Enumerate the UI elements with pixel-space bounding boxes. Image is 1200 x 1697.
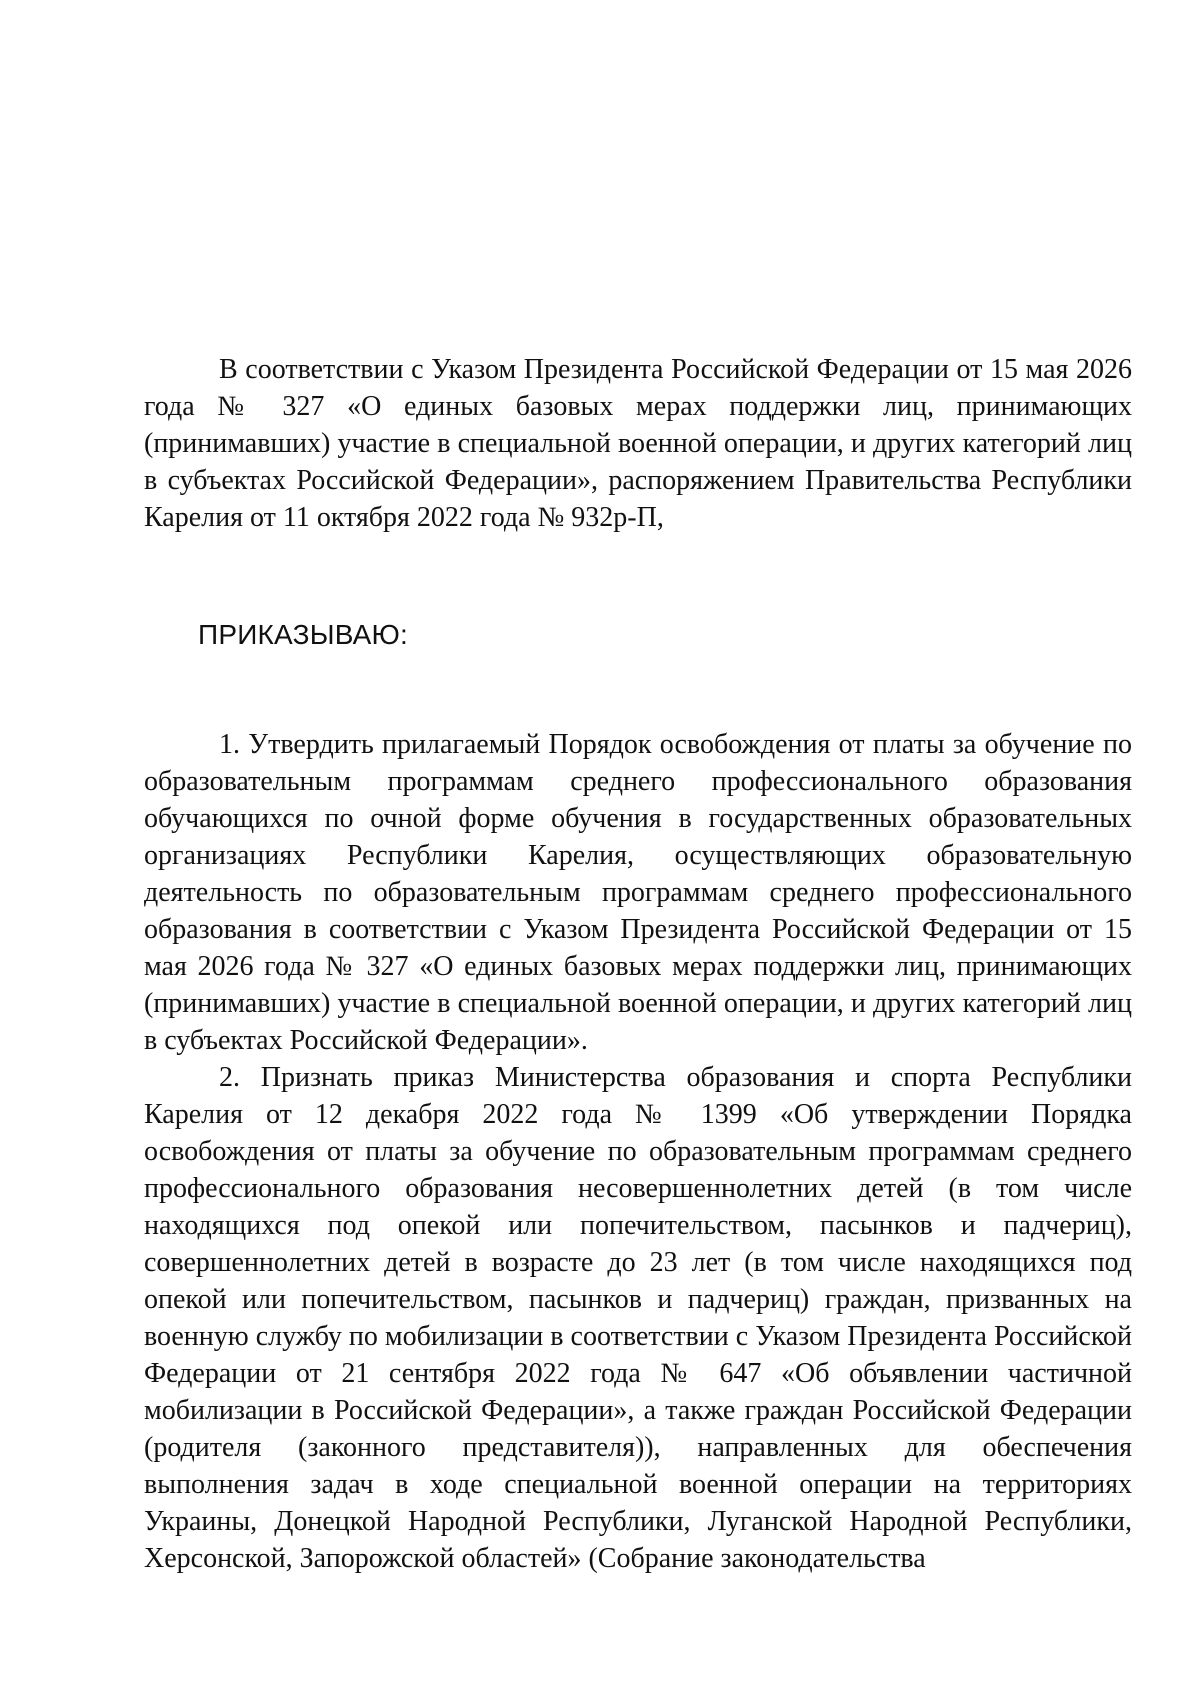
order-items (144, 726, 1132, 1577)
order-item-2: 2. Признать приказ Министерства образования и спорта Республики Карелия от 12 декабря 2022 года № 1399 «Об утверждении Порядка освобождения от платы за обучение по образовательным программам среднего профессионального образования несовершеннолетних детей (в том числе находящихся под опекой или попечительством, пасынков и падчериц), совершеннолетних детей в возрасте до 23 лет (в том числе находящихся под опекой или попечительством, пасынков и падчериц) граждан, призванных на военную службу по мобилизации в соответствии с Указом Президента Российской Федерации от 21 сентября 2022 года № 647 «Об объявлении частичной мобилизации в Российской Федерации», а также граждан Российской Федерации (родителя (законного представителя)), направленных для обеспечения выполнения задач в ходе специальной военной операции на территориях Украины, Донецкой Народной Республики, Луганской Народной Республики, Херсонской, Запорожской областей» (Собрание законодательства (144, 1062, 1132, 1574)
order-item-1: 1. Утвердить прилагаемый Порядок освобождения от платы за обучение по образовательным программам среднего профессионального образования обучающихся по очной форме обучения в государственных образовательных организациях Республики Карелия, осуществляющих образовательную деятельность по образовательным программам среднего профессионального образования в соответствии с Указом Президента Российской Федерации от 15 мая 2026 года № 327 «О единых базовых мерах поддержки лиц, принимающих (принимавших) участие в специальной военной операции, и других категорий лиц в субъектах Российской Федерации». (144, 729, 1132, 1056)
preamble-paragraph: В соответствии с Указом Президента Российской Федерации от 15 мая 2026 года № 327 «О единых базовых мерах поддержки лиц, принимающих (принимавших) участие в специальной военной операции, и других категорий лиц в субъектах Российской Федерации», распоряжением Правительства Республики Карелия от 11 октября 2022 года № 932р-П, (144, 354, 1132, 533)
order-heading: ПРИКАЗЫВАЮ: (198, 619, 408, 650)
